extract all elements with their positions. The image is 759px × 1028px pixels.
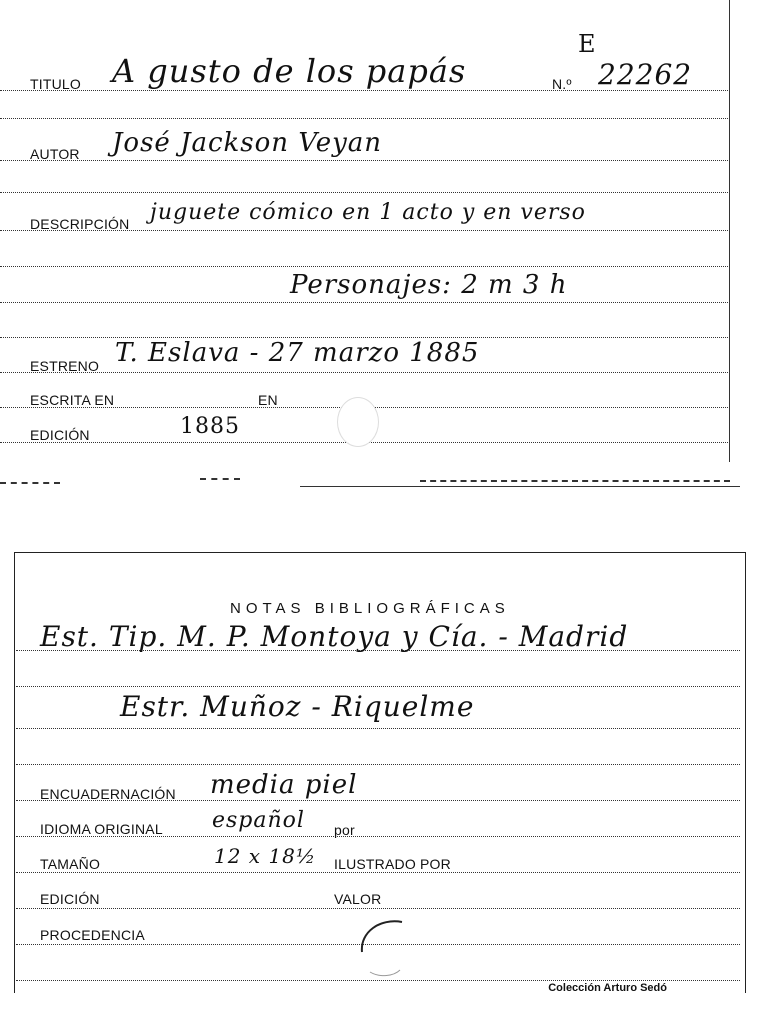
descripcion-label: DESCRIPCIÓN — [30, 216, 130, 232]
por-label: por — [334, 822, 355, 838]
rule-line — [0, 118, 728, 119]
tamano-label: TAMAÑO — [40, 856, 101, 872]
nota-line-1: Est. Tip. M. P. Montoya y Cía. - Madrid — [40, 620, 629, 653]
notas-heading: NOTAS BIBLIOGRÁFICAS — [230, 600, 510, 617]
encuadernacion-label: ENCUADERNACIÓN — [40, 786, 176, 802]
punch-hole — [338, 398, 378, 446]
encuadernacion-value: media piel — [210, 770, 358, 800]
titulo-value: A gusto de los papás — [112, 52, 467, 90]
rule-line — [16, 686, 740, 687]
escrita-label: ESCRITA EN — [30, 392, 115, 408]
idioma-value: español — [212, 808, 305, 833]
numero-prefix: E — [578, 30, 597, 58]
valor-label: VALOR — [334, 891, 382, 907]
tamano-value: 12 x 18½ — [214, 844, 317, 868]
personajes-value: Personajes: 2 m 3 h — [290, 270, 568, 300]
autor-value: José Jackson Veyan — [112, 128, 383, 158]
numero-label: N.º — [552, 76, 572, 92]
rule-line — [16, 764, 740, 765]
estreno-label: ESTRENO — [30, 358, 100, 374]
descripcion-value: juguete cómico en 1 acto y en verso — [150, 200, 586, 225]
nota-line-2: Estr. Muñoz - Riquelme — [120, 690, 475, 723]
autor-label: AUTOR — [30, 146, 80, 162]
estreno-value: T. Eslava - 27 marzo 1885 — [115, 338, 480, 368]
card-edge-dash — [0, 482, 60, 484]
rule-line — [0, 160, 728, 161]
procedencia-label: PROCEDENCIA — [40, 927, 145, 943]
edicion-label-bottom: EDICIÓN — [40, 891, 100, 907]
card-edge-dash — [300, 486, 740, 487]
edicion-label: EDICIÓN — [30, 427, 90, 443]
rule-line — [0, 302, 728, 303]
escrita-en-label: EN — [258, 392, 278, 408]
punch-hole-mark — [350, 912, 410, 982]
ilustrado-label: ILUSTRADO POR — [334, 856, 451, 872]
card-edge-dash — [420, 480, 730, 482]
catalog-card-top — [0, 0, 740, 470]
card-edge — [729, 0, 730, 462]
rule-line — [0, 372, 728, 373]
titulo-label: TITULO — [30, 76, 81, 92]
rule-line — [0, 192, 728, 193]
rule-line — [16, 728, 740, 729]
rule-line — [16, 908, 740, 909]
rule-line — [16, 872, 740, 873]
numero-value: 22262 — [598, 58, 693, 91]
edicion-value: 1885 — [180, 414, 240, 439]
rule-line — [0, 266, 728, 267]
idioma-label: IDIOMA ORIGINAL — [40, 821, 163, 837]
card-edge-dash — [200, 478, 240, 480]
collection-stamp: Colección Arturo Sedó — [548, 982, 667, 994]
